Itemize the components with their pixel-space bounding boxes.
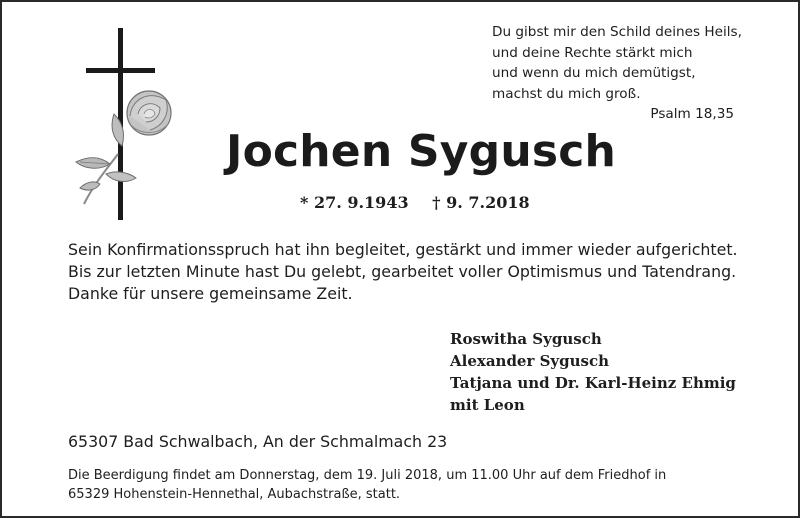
birth-date: * 27. 9.1943: [300, 193, 409, 212]
mourner-name: Alexander Sygusch: [450, 352, 610, 370]
deceased-name: Jochen Sygusch: [226, 126, 617, 177]
message-line: Bis zur letzten Minute hast Du gelebt, gearbeitet voller Optimismus und Tatendrang.: [68, 262, 737, 281]
mourner-name: Roswitha Sygusch: [450, 330, 602, 348]
psalm-reference: Psalm 18,35: [650, 106, 734, 122]
cross-rose-graphic: [66, 22, 186, 224]
rose-icon: [76, 91, 171, 204]
cross-and-rose: [66, 22, 186, 224]
message-line: Danke für unsere gemeinsame Zeit.: [68, 284, 353, 303]
funeral-line: Die Beerdigung findet am Donnerstag, dem 19. Juli 2018, um 11.00 Uhr auf dem Friedhof in: [68, 468, 667, 483]
psalm-line: Du gibst mir den Schild deines Heils,: [492, 24, 742, 40]
psalm-quote: [492, 22, 742, 125]
psalm-line: machst du mich groß.: [492, 85, 641, 102]
psalm-line: und wenn du mich demütigst,: [492, 65, 696, 81]
psalm-line: und deine Rechte stärkt mich: [492, 44, 693, 61]
family-address: 65307 Bad Schwalbach, An der Schmalmach 23: [68, 432, 448, 451]
mourner-name: mit Leon: [450, 396, 525, 414]
death-date: † 9. 7.2018: [432, 193, 530, 212]
life-dates: [300, 193, 530, 212]
mourner-name: Tatjana und Dr. Karl-Heinz Ehmig: [450, 374, 736, 392]
funeral-line: 65329 Hohenstein-Hennethal, Aubachstraße, statt.: [68, 487, 401, 502]
mourners-list: [450, 328, 736, 416]
message-line: Sein Konfirmationsspruch hat ihn begleitet, gestärkt und immer wieder aufgerichtet.: [68, 240, 738, 259]
funeral-info: [68, 466, 768, 504]
memorial-message: [68, 239, 768, 305]
